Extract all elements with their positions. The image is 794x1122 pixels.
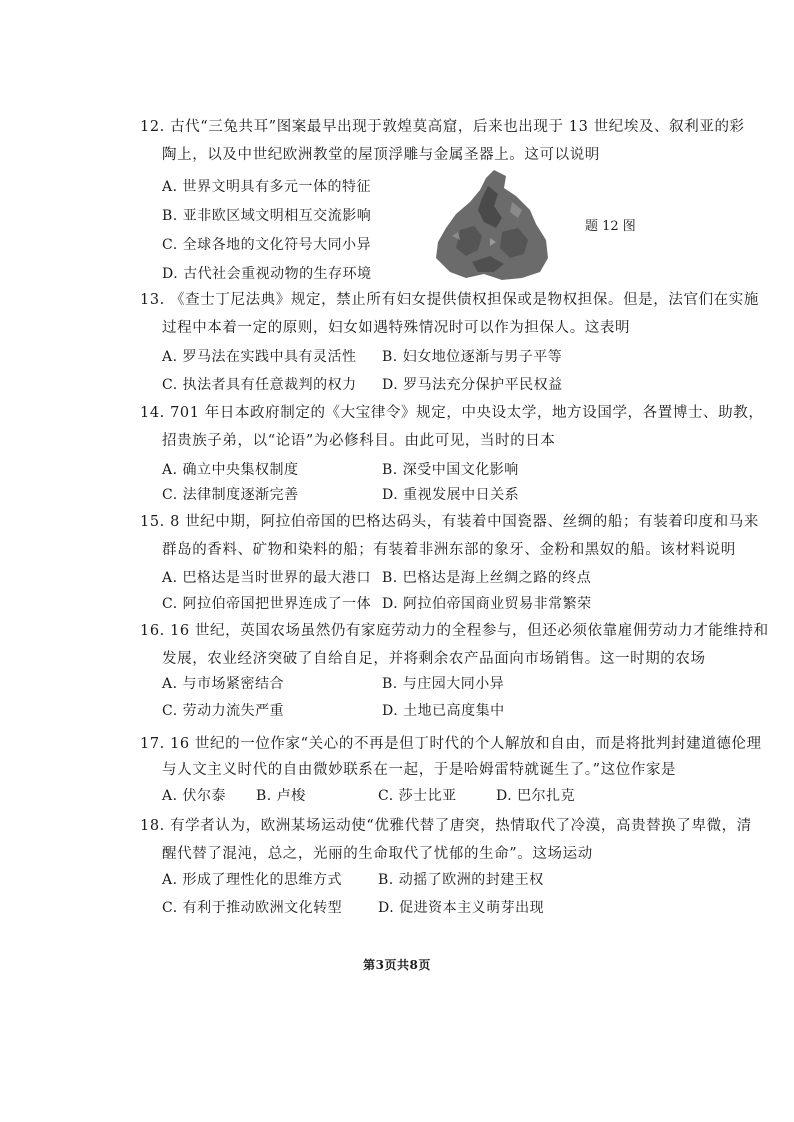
q12-option-c: C. 全球各地的文化符号大同小异 [162, 237, 372, 253]
q16-option-c: C. 劳动力流失严重 [162, 703, 285, 719]
q17-stem-line1: 17. 16 世纪的一位作家“关心的不再是但丁时代的个人解放和自由，而是将批判封建道德伦理 [140, 736, 762, 752]
three-hares-relief-image [432, 166, 550, 284]
q13-option-d: D. 罗马法充分保护平民权益 [382, 377, 563, 393]
q18-stem-line1: 18. 有学者认为，欧洲某场运动使“优雅代替了唐突，热情取代了冷漠，高贵替换了卑微，清 [140, 818, 752, 834]
q16-stem-line1: 16. 16 世纪，英国农场虽然仍有家庭劳动力的全程参与，但还必须依靠雇佣劳动力才能维持和 [140, 623, 769, 639]
q13-option-b: B. 妇女地位逐渐与男子平等 [382, 349, 563, 365]
q18-option-c: C. 有利于推动欧洲文化转型 [162, 900, 343, 916]
q17-option-c: C. 莎士比亚 [378, 788, 457, 804]
q12-option-b: B. 亚非欧区域文明相互交流影响 [162, 208, 372, 224]
q15-stem-line1: 15. 8 世纪中期，阿拉伯帝国的巴格达码头，有装着中国瓷器、丝绸的船；有装着印度和马来 [140, 514, 759, 530]
q14-stem-line1: 14. 701 年日本政府制定的《大宝律令》规定，中央设太学，地方设国学，各置博士、助教， [140, 405, 764, 421]
q13-option-a: A. 罗马法在实践中具有灵活性 [162, 349, 357, 365]
q14-option-c: C. 法律制度逐渐完善 [162, 487, 299, 503]
page-number-footer: 第3页共8页 [363, 958, 431, 972]
q12-option-d: D. 古代社会重视动物的生存环境 [162, 266, 372, 282]
q16-option-d: D. 土地已高度集中 [382, 703, 505, 719]
q14-option-d: D. 重视发展中日关系 [382, 487, 520, 503]
q13-stem-line1: 13. 《查士丁尼法典》规定，禁止所有妇女提供债权担保或是物权担保。但是，法官们在实施 [140, 292, 759, 308]
q14-stem-line2: 招贵族子弟，以“论语”为必修科目。由此可见，当时的日本 [162, 433, 556, 449]
q12-stem-line2: 陶上，以及中世纪欧洲教堂的屋顶浮雕与金属圣器上。这可以说明 [162, 147, 600, 163]
q15-stem-line2: 群岛的香料、矿物和染料的船；有装着非洲东部的象牙、金粉和黑奴的船。该材料说明 [162, 542, 736, 558]
q12-stem-line1: 12. 古代“三兔共耳”图案最早出现于敦煌莫高窟，后来也出现于 13 世纪埃及、叙利亚的彩 [140, 119, 745, 135]
q12-option-a: A. 世界文明具有多元一体的特征 [162, 179, 372, 195]
q14-option-b: B. 深受中国文化影响 [382, 462, 519, 478]
q15-option-c: C. 阿拉伯帝国把世界连成了一体 [162, 596, 372, 612]
q15-option-a: A. 巴格达是当时世界的最大港口 [162, 570, 372, 586]
q18-option-b: B. 动摇了欧洲的封建王权 [378, 872, 544, 888]
q16-option-b: B. 与庄园大同小异 [382, 676, 505, 692]
q13-option-c: C. 执法者具有任意裁判的权力 [162, 377, 357, 393]
q17-option-a: A. 伏尔泰 [162, 788, 227, 804]
q18-option-d: D. 促进资本主义萌芽出现 [378, 900, 545, 916]
q15-option-d: D. 阿拉伯帝国商业贸易非常繁荣 [382, 596, 592, 612]
q16-option-a: A. 与市场紧密结合 [162, 676, 285, 692]
q18-stem-line2: 醒代替了混沌，总之，光丽的生命取代了忧郁的生命”。这场运动 [162, 846, 593, 862]
q17-stem-line2: 与人文主义时代的自由微妙联系在一起，于是哈姆雷特就诞生了。”这位作家是 [162, 762, 677, 778]
q17-option-d: D. 巴尔扎克 [496, 788, 576, 804]
q12-figure-caption: 题 12 图 [585, 219, 636, 234]
q16-stem-line2: 发展，农业经济突破了自给自足，并将剩余农产品面向市场销售。这一时期的农场 [162, 651, 706, 667]
q18-option-a: A. 形成了理性化的思维方式 [162, 872, 343, 888]
q14-option-a: A. 确立中央集权制度 [162, 462, 299, 478]
q13-stem-line2: 过程中本着一定的原则，妇女如遇特殊情况时可以作为担保人。这表明 [162, 320, 631, 336]
q15-option-b: B. 巴格达是海上丝绸之路的终点 [382, 570, 592, 586]
q17-option-b: B. 卢梭 [256, 788, 306, 804]
